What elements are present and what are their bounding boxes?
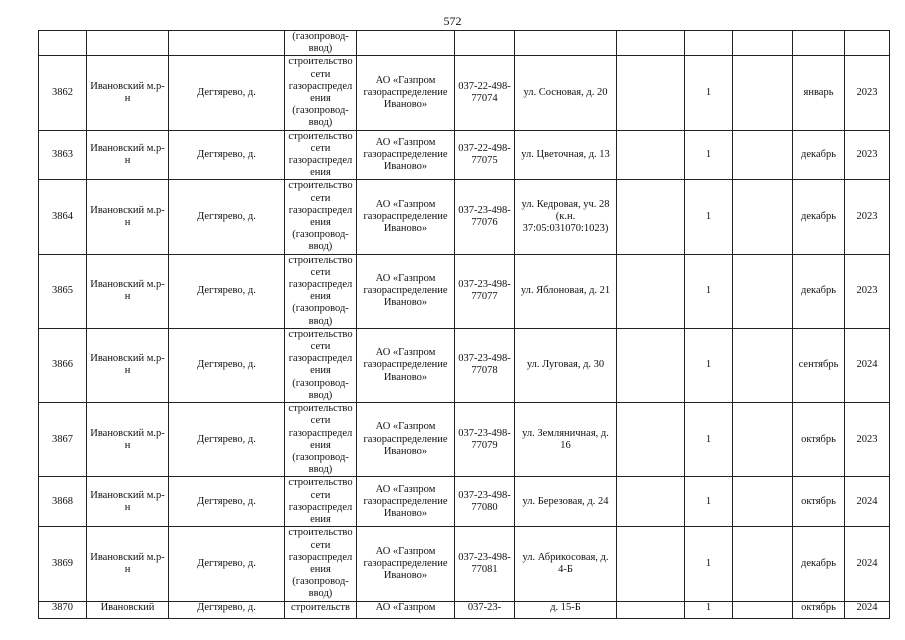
type-cell: строительство сети газораспределения (газопровод-ввод) [285,403,357,477]
type-cell: (газопровод- ввод) [285,31,357,56]
locality-cell: Дегтярево, д. [169,56,285,130]
locality-cell: Дегтярево, д. [169,477,285,527]
qty-cell: 1 [685,56,733,130]
row-number: 3867 [39,403,87,477]
table-row [39,601,890,618]
month-cell: сентябрь [793,328,845,402]
org-cell: АО «Газпром газораспределение Иваново» [357,56,455,130]
org-cell: АО «Газпром газораспределение Иваново» [357,130,455,180]
month-cell: октябрь [793,403,845,477]
locality-cell: Дегтярево, д. [169,403,285,477]
code-cell: 037-23-498-77077 [455,254,515,328]
row-number: 3864 [39,180,87,254]
table-row [39,477,890,527]
address-cell: ул. Яблоновая, д. 21 [515,254,617,328]
empty-cell [733,180,793,254]
district-cell: Ивановский м.р-н [87,254,169,328]
empty-cell [733,527,793,601]
empty-cell [733,56,793,130]
type-cell: строительство сети газораспределения (газопровод-ввод) [285,527,357,601]
address-cell: д. 15-Б [515,601,617,618]
locality-cell: Дегтярево, д. [169,130,285,180]
row-number: 3866 [39,328,87,402]
district-cell: Ивановский м.р-н [87,477,169,527]
month-cell: декабрь [793,254,845,328]
code-cell: 037-23-498-77078 [455,328,515,402]
year-cell: 2024 [845,328,890,402]
empty-cell [617,527,685,601]
year-cell: 2023 [845,180,890,254]
org-cell: АО «Газпром газораспределение Иваново» [357,403,455,477]
empty-cell [617,130,685,180]
org-cell: АО «Газпром газораспределение Иваново» [357,527,455,601]
district-cell: Ивановский м.р-н [87,328,169,402]
year-cell: 2023 [845,130,890,180]
district-cell: Ивановский м.р-н [87,403,169,477]
code-cell: 037-23-498-77076 [455,180,515,254]
empty-cell [733,403,793,477]
empty-cell [617,180,685,254]
code-cell: 037-22-498-77074 [455,56,515,130]
org-cell: АО «Газпром газораспределение Иваново» [357,180,455,254]
address-cell: ул. Земляничная, д. 16 [515,403,617,477]
qty-cell: 1 [685,328,733,402]
org-cell: АО «Газпром [357,601,455,618]
org-cell: АО «Газпром газораспределение Иваново» [357,328,455,402]
type-cell: строительство сети газораспределения (газопровод-ввод) [285,328,357,402]
qty-cell: 1 [685,527,733,601]
month-cell: декабрь [793,180,845,254]
address-cell: ул. Цветочная, д. 13 [515,130,617,180]
month-cell: декабрь [793,527,845,601]
empty-cell [617,601,685,618]
locality-cell: Дегтярево, д. [169,328,285,402]
type-cell: строительство сети газораспределения (газопровод-ввод) [285,254,357,328]
code-cell: 037-22-498-77075 [455,130,515,180]
empty-cell [733,328,793,402]
type-cell: строительство сети газораспределения (газопровод-ввод) [285,180,357,254]
type-cell: строительство сети газораспределения (газопровод-ввод) [285,56,357,130]
month-cell: октябрь [793,601,845,618]
address-cell: ул. Абрикосовая, д. 4-Б [515,527,617,601]
qty-cell: 1 [685,254,733,328]
address-cell: ул. Сосновая, д. 20 [515,56,617,130]
code-cell: 037-23- [455,601,515,618]
empty-cell [617,328,685,402]
empty-cell [733,601,793,618]
qty-cell: 1 [685,403,733,477]
year-cell: 2024 [845,601,890,618]
row-number: 3865 [39,254,87,328]
qty-cell: 1 [685,130,733,180]
registry-table [38,30,890,619]
qty-cell: 1 [685,180,733,254]
month-cell: декабрь [793,130,845,180]
year-cell: 2023 [845,56,890,130]
row-number: 3863 [39,130,87,180]
type-cell: строительство сети газораспределения [285,130,357,180]
district-cell: Ивановский [87,601,169,618]
row-number: 3870 [39,601,87,618]
locality-cell: Дегтярево, д. [169,180,285,254]
empty-cell [733,477,793,527]
qty-cell: 1 [685,601,733,618]
year-cell: 2023 [845,254,890,328]
locality-cell: Дегтярево, д. [169,254,285,328]
code-cell: 037-23-498-77080 [455,477,515,527]
code-cell: 037-23-498-77081 [455,527,515,601]
empty-cell [617,403,685,477]
table-row [39,527,890,601]
district-cell: Ивановский м.р-н [87,180,169,254]
row-number: 3862 [39,56,87,130]
row-number: 3868 [39,477,87,527]
table-row [39,328,890,402]
org-cell: АО «Газпром газораспределение Иваново» [357,477,455,527]
table-row [39,254,890,328]
table-row [39,56,890,130]
empty-cell [733,130,793,180]
empty-cell [617,254,685,328]
district-cell: Ивановский м.р-н [87,56,169,130]
type-cell: строительств [285,601,357,618]
address-cell: ул. Березовая, д. 24 [515,477,617,527]
locality-cell: Дегтярево, д. [169,601,285,618]
code-cell: 037-23-498-77079 [455,403,515,477]
address-cell: ул. Кедровая, уч. 28 (к.н. 37:05:031070:1023) [515,180,617,254]
year-cell: 2024 [845,477,890,527]
locality-cell: Дегтярево, д. [169,527,285,601]
month-cell: октябрь [793,477,845,527]
type-cell: строительство сети газораспределения [285,477,357,527]
table-row [39,130,890,180]
empty-cell [733,254,793,328]
table-row [39,403,890,477]
org-cell: АО «Газпром газораспределение Иваново» [357,254,455,328]
empty-cell [617,477,685,527]
district-cell: Ивановский м.р-н [87,130,169,180]
page-number: 572 [443,14,462,28]
qty-cell: 1 [685,477,733,527]
month-cell: январь [793,56,845,130]
year-cell: 2023 [845,403,890,477]
address-cell: ул. Луговая, д. 30 [515,328,617,402]
table-row [39,180,890,254]
empty-cell [617,56,685,130]
district-cell: Ивановский м.р-н [87,527,169,601]
row-number: 3869 [39,527,87,601]
table-row [39,31,890,56]
year-cell: 2024 [845,527,890,601]
